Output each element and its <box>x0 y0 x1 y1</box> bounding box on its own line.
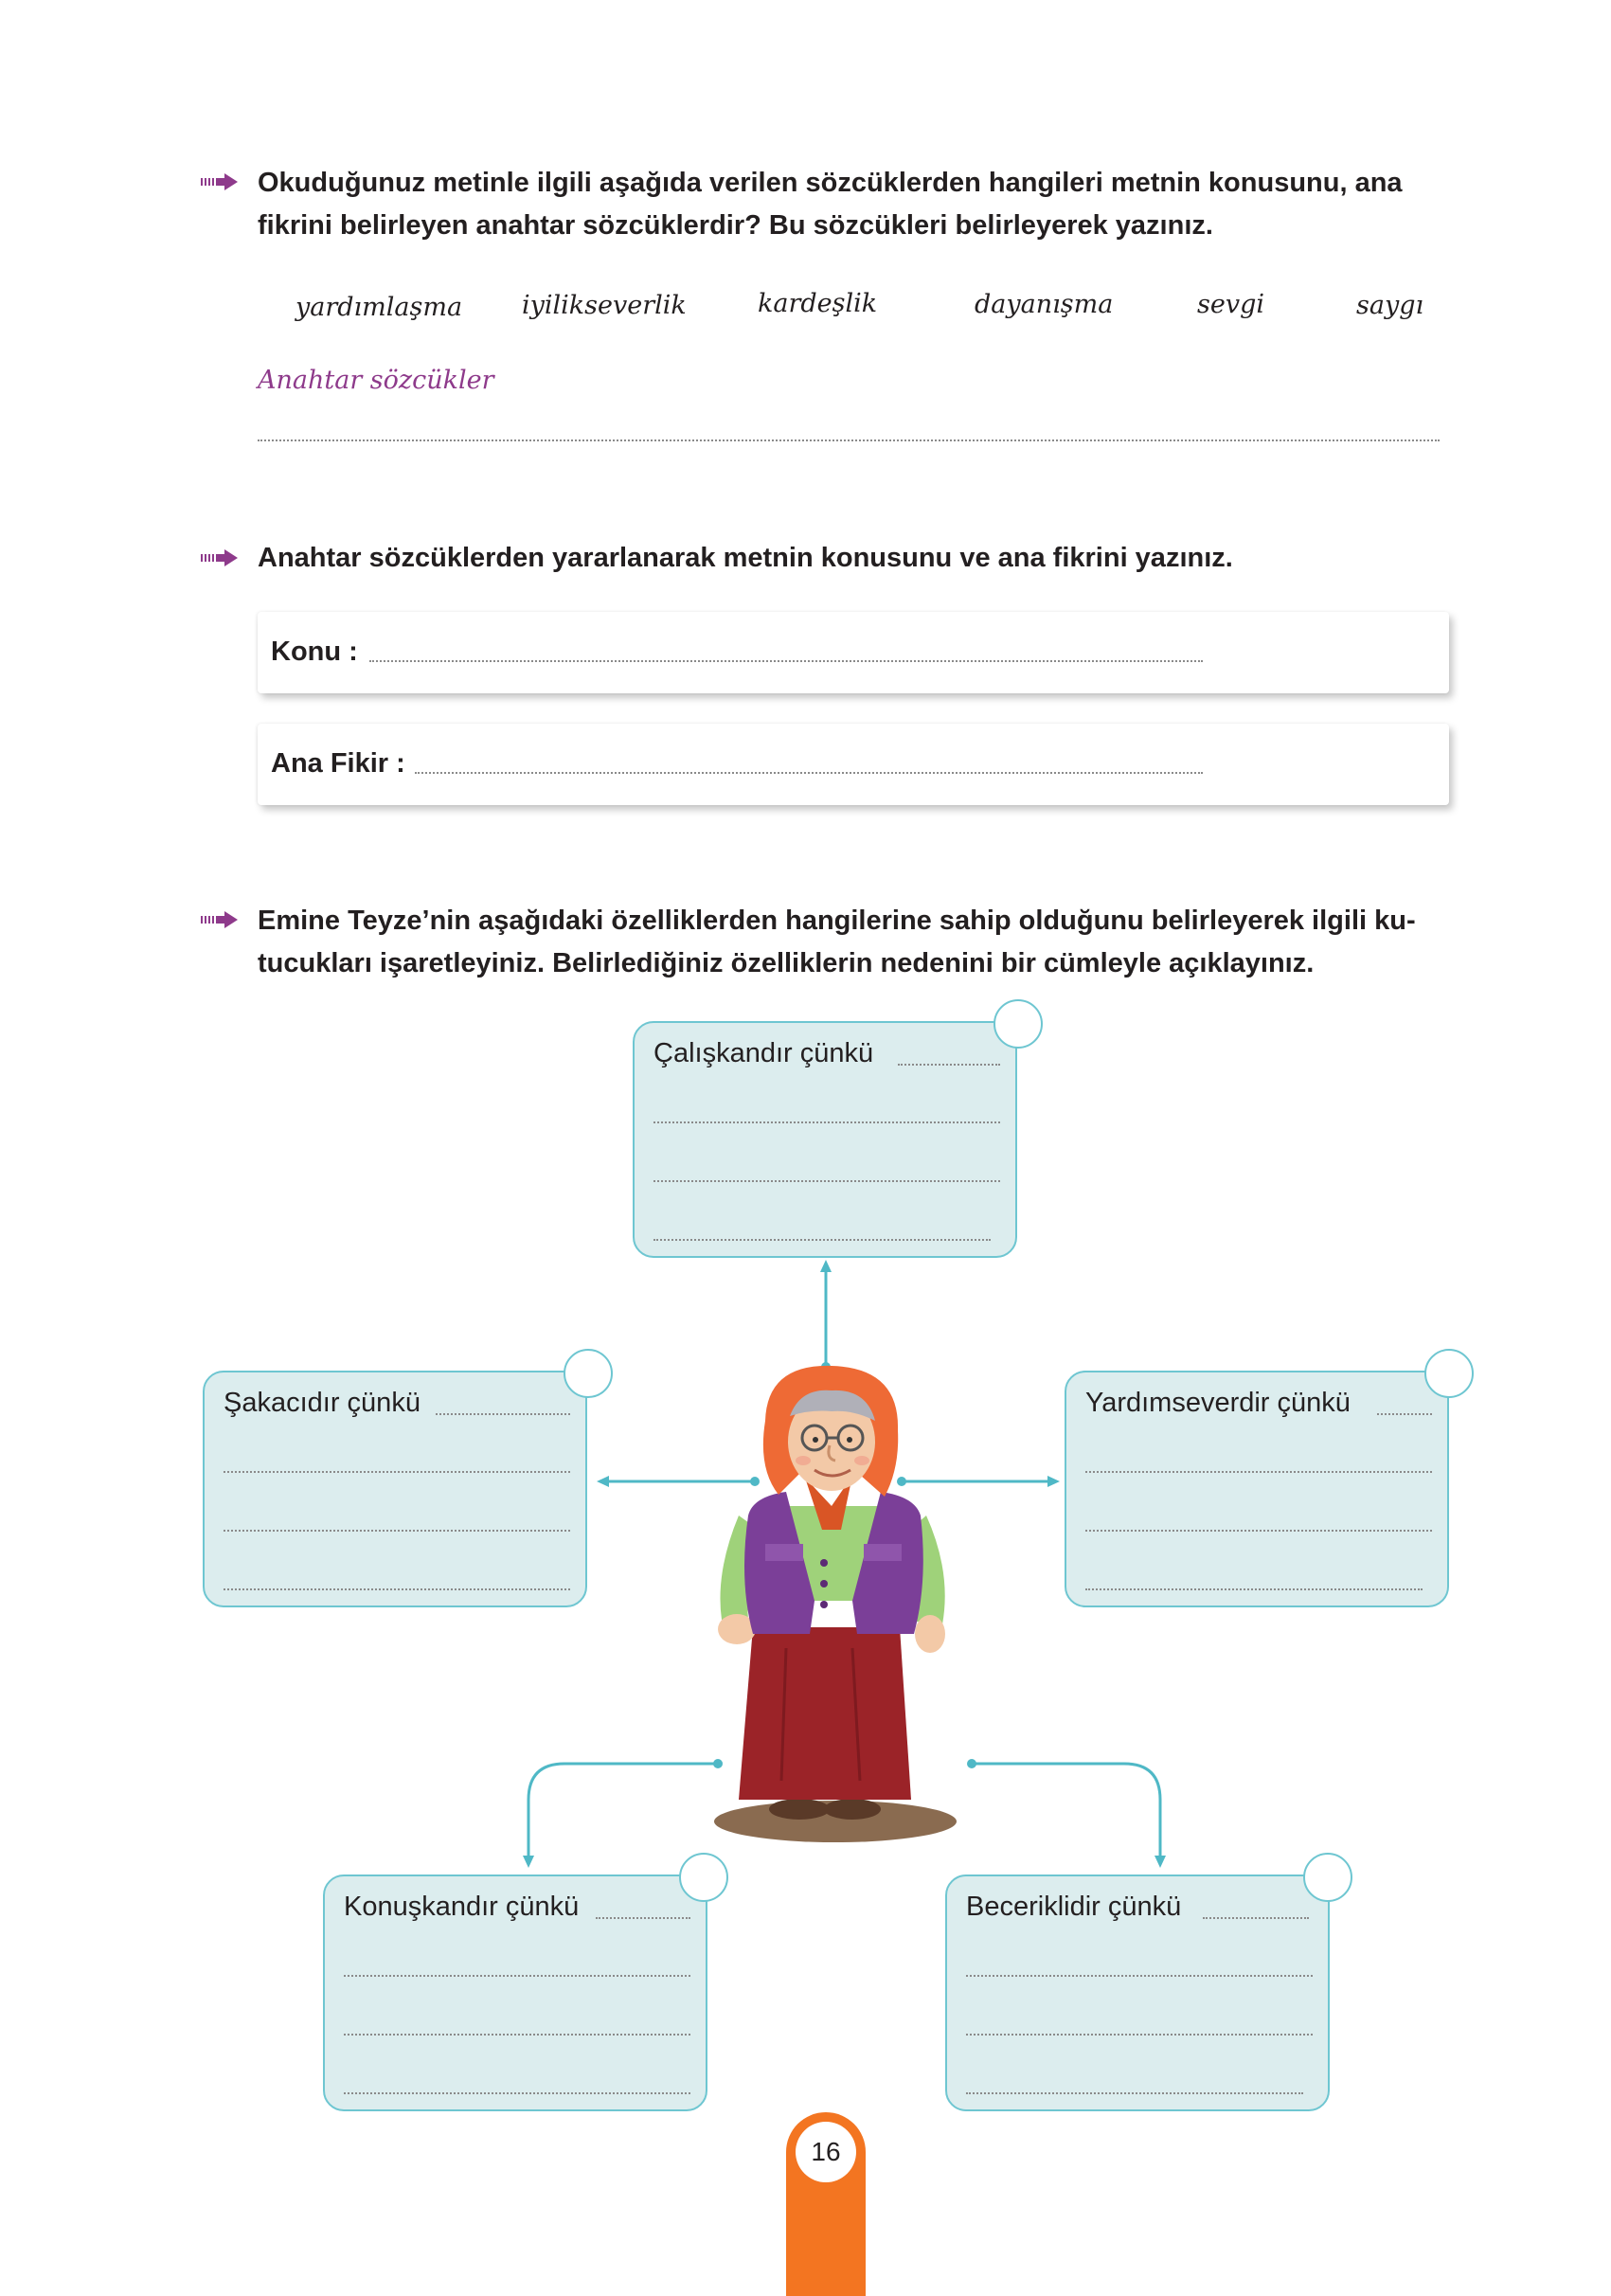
answer-line[interactable] <box>344 1975 690 1977</box>
answer-line[interactable] <box>1085 1588 1423 1590</box>
answer-line[interactable] <box>224 1588 570 1590</box>
checkbox-beceriklidir[interactable] <box>1303 1853 1352 1902</box>
answer-line[interactable] <box>224 1471 570 1473</box>
trait-card-title: Çalışkandır çünkü <box>653 1038 874 1068</box>
answer-line[interactable] <box>436 1413 570 1415</box>
answer-line[interactable] <box>966 2092 1303 2094</box>
instruction-2: Anahtar sözcüklerden yararlanarak metnin konusunu ve ana fikrini yazınız. <box>258 543 1233 573</box>
emine-teyze-illustration <box>710 1364 966 1857</box>
trait-card-caliskandir <box>633 1021 1017 1258</box>
checkbox-konuskandir[interactable] <box>679 1853 728 1902</box>
word-sevgi: sevgi <box>1197 290 1265 319</box>
answer-line[interactable] <box>1085 1471 1432 1473</box>
answer-line[interactable] <box>1377 1413 1432 1415</box>
answer-line[interactable] <box>344 2034 690 2036</box>
word-yardimlasma: yardımlaşma <box>295 293 463 322</box>
answer-line[interactable] <box>653 1180 1000 1182</box>
answer-line[interactable] <box>653 1121 1000 1123</box>
checkbox-caliskandir[interactable] <box>993 999 1043 1049</box>
key-words-label: Anahtar sözcükler <box>258 366 494 395</box>
word-kardeslik: kardeşlik <box>758 289 878 318</box>
word-dayanisma: dayanışma <box>975 290 1114 319</box>
trait-card-title: Yardımseverdir çünkü <box>1085 1388 1351 1418</box>
answer-line[interactable] <box>966 2034 1313 2036</box>
answer-line[interactable] <box>1203 1917 1309 1919</box>
trait-card-yardimseverdir <box>1065 1371 1449 1607</box>
answer-line[interactable] <box>1085 1530 1432 1532</box>
ana-fikir-label: Ana Fikir : <box>271 748 405 779</box>
answer-line[interactable] <box>898 1064 1000 1066</box>
trait-card-beceriklidir <box>945 1874 1330 2111</box>
trait-card-title: Beceriklidir çünkü <box>966 1892 1182 1922</box>
instruction-1-line-2: fikrini belirleyen anahtar sözcüklerdir? Bu sözcükleri belirleyerek yazınız. <box>258 210 1213 241</box>
checkbox-yardimseverdir[interactable] <box>1424 1349 1474 1398</box>
word-iyilikseverlik: iyilikseverlik <box>522 291 687 320</box>
answer-line[interactable] <box>966 1975 1313 1977</box>
answer-line[interactable] <box>653 1239 991 1241</box>
trait-card-title: Konuşkandır çünkü <box>344 1892 580 1922</box>
answer-line[interactable] <box>224 1530 570 1532</box>
konu-label: Konu : <box>271 637 358 667</box>
instruction-3-line-2: tucukları işaretleyiniz. Belirlediğiniz özelliklerin nedenini bir cümleyle açıklayınız. <box>258 948 1315 978</box>
instruction-1-line-1: Okuduğunuz metinle ilgili aşağıda verilen sözcüklerden hangileri metnin konusunu, ana <box>258 168 1403 198</box>
checkbox-sakacidir[interactable] <box>564 1349 613 1398</box>
trait-card-konuskandir <box>323 1874 707 2111</box>
answer-line[interactable] <box>344 2092 690 2094</box>
word-saygi: saygı <box>1356 291 1424 320</box>
instruction-3-line-1: Emine Teyze’nin aşağıdaki özelliklerden hangilerine sahip olduğunu belirleyerek ilgili ku- <box>258 906 1416 936</box>
page-number: 16 <box>796 2122 856 2182</box>
page-number-tab <box>786 2112 866 2296</box>
trait-card-title: Şakacıdır çünkü <box>224 1388 421 1418</box>
trait-card-sakacidir <box>203 1371 587 1607</box>
answer-line[interactable] <box>596 1917 690 1919</box>
